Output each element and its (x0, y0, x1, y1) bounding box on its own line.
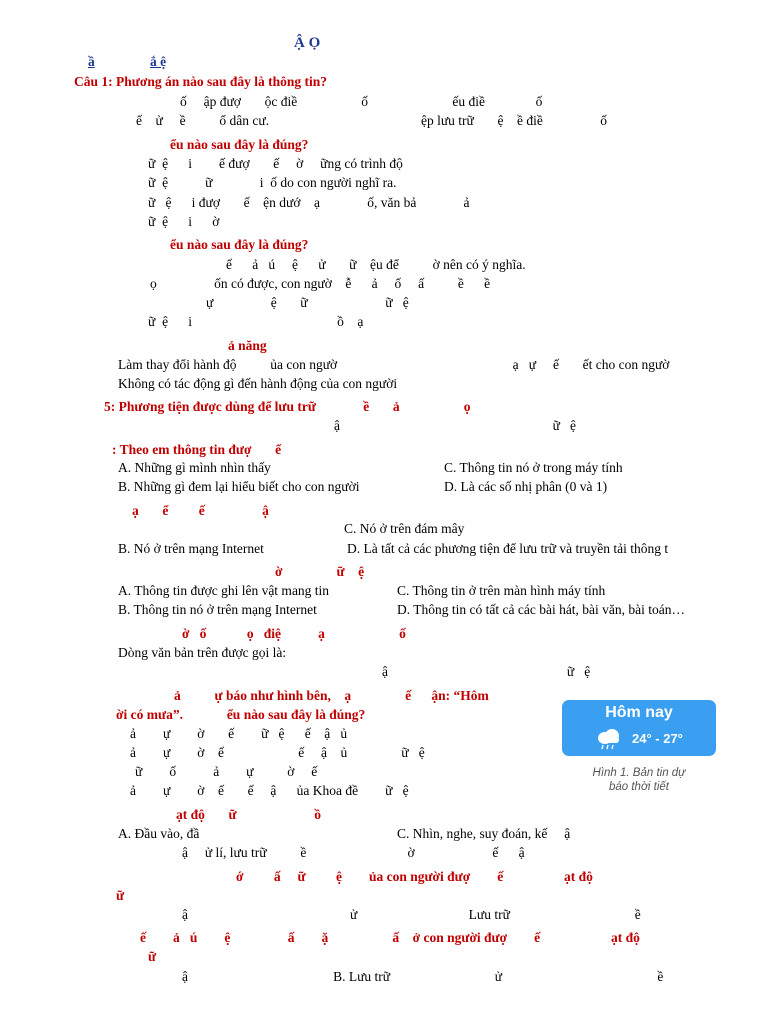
text-line: A. Những gì mình nhìn thấy (118, 460, 271, 475)
text-line: B. Nó ở trên mạng Internet (118, 541, 264, 556)
text-line: ế ử ề ố dân cư. ệp lưu trữ ệ ề điề ố (136, 113, 607, 128)
question-heading: ữ (148, 949, 157, 964)
text-line: ậ B. Lưu trữ ử ề (182, 969, 664, 984)
text-line: ọ ốn có được, con ngườ ễ ả ố ấ ề ề (150, 276, 491, 291)
question-heading: 5: Phương tiện được dùng để lưu trữ ề ả ọ (104, 399, 471, 414)
text-line: Không có tác động gì đến hành động của con người (118, 376, 398, 391)
text-line: ữ ệ i ờ (148, 214, 220, 229)
figure-caption-line-1: Hình 1. Bản tin dự (592, 767, 686, 779)
text-line: ữ ệ i ồ ạ (148, 314, 364, 329)
text-line: A. Đầu vào, đầ (118, 826, 200, 841)
question-heading: ữ (116, 888, 125, 903)
question-heading: ớ ấ ữ ệ ủa con người đượ ế ạt độ (236, 869, 593, 884)
question-heading: ạ ể ế ậ (132, 503, 269, 518)
text-line: Dòng văn bản trên được gọi là: (118, 645, 287, 660)
question-heading: ờ ữ ệ (275, 564, 365, 579)
question-heading: ạt độ ữ ồ (176, 807, 321, 822)
text-line: ố ập đượ ộc điề ố ếu điề ố (180, 94, 543, 109)
text-line: A. Thông tin được ghi lên vật mang tin (118, 583, 330, 598)
text-line: C. Thông tin ở trên màn hình máy tính (397, 583, 606, 598)
text-line: ế ả ú ệ ử ữ ệu để ờ nên có ý nghĩa. (226, 257, 526, 272)
question-heading: ời có mưa”. ểu nào sau đây là đúng? (116, 707, 366, 722)
page-title: Ậ Ọ (294, 35, 321, 51)
text-line: ữ ố ả ự ờ ế (135, 764, 318, 779)
text-line: ậ ữ ệ (382, 664, 591, 679)
text-line: C. Thông tin nó ở trong máy tính (444, 460, 623, 475)
text-line: ậ ử lí, lưu trữ ề ờ ế ậ (182, 845, 525, 860)
text-line: ả ự ờ ế ế ậ ủa Khoa đề ữ ệ (130, 783, 409, 798)
text-line: B. Thông tin nó ở trên mạng Internet (118, 602, 317, 617)
text-line: C. Nó ở trên đám mây (344, 521, 465, 536)
subtitle-part-b: ắ ệ (150, 54, 167, 69)
text-line: C. Nhìn, nghe, suy đoán, kế ậ (397, 826, 571, 841)
question-heading: ểu nào sau đây là đúng? (170, 137, 309, 152)
text-line: ữ ệ i ế đượ ế ờ ững có trình độ (148, 156, 403, 171)
text-line: ự ệ ữ ữ ệ (206, 295, 409, 310)
question-heading: ểu nào sau đây là đúng? (170, 237, 309, 252)
weather-forecast-card (562, 700, 716, 756)
question-heading: : Theo em thông tin đượ ể (112, 442, 282, 457)
text-line: D. Thông tin có tất cả các bài hát, bài văn, bài toán… (397, 602, 686, 617)
rain-cloud-icon (594, 728, 624, 754)
question-heading: ả ự báo như hình bên, ạ ế ận: “Hôm (174, 688, 489, 703)
text-line: D. Là các số nhị phân (0 và 1) (444, 479, 608, 494)
text-line: ả ự ờ ế ữ ệ ế ậ ủ (130, 726, 348, 741)
weather-title: Hôm nay (605, 704, 673, 721)
figure-caption (564, 766, 714, 794)
text-line: ả ự ờ ế ế ậ ủ ữ ệ (130, 745, 425, 760)
text-line: B. Những gì đem lại hiểu biết cho con người (118, 479, 360, 494)
text-line: D. Là tất cả các phương tiện để lưu trữ và truyền tải thông t (347, 541, 669, 556)
text-line: ậ ữ ệ (334, 418, 577, 433)
question-heading: ế ả ú ệ ấ ặ ấ ở con người đượ ế ạt độ (140, 930, 640, 945)
text-line: ậ ử Lưu trữ ề (182, 907, 641, 922)
text-line: ữ ệ i đượ ế ện dướ ạ ố, văn bả ả (148, 195, 470, 210)
subtitle-part-a: ầ (88, 54, 95, 69)
question-heading: ờ ố ọ điệ ạ ố (182, 626, 406, 641)
question-heading: ả năng (228, 338, 267, 353)
text-line: ữ ệ ữ i ố do con người nghĩ ra. (148, 175, 397, 190)
figure-caption-line-2: báo thời tiết (608, 781, 669, 793)
question-heading: Câu 1: Phương án nào sau đây là thông tin? (74, 74, 328, 89)
weather-temperature: 24° - 27° (632, 731, 683, 746)
text-line: Làm thay đổi hành độ ủa con ngườ ạ ự ế ết cho con ngườ (118, 357, 670, 372)
